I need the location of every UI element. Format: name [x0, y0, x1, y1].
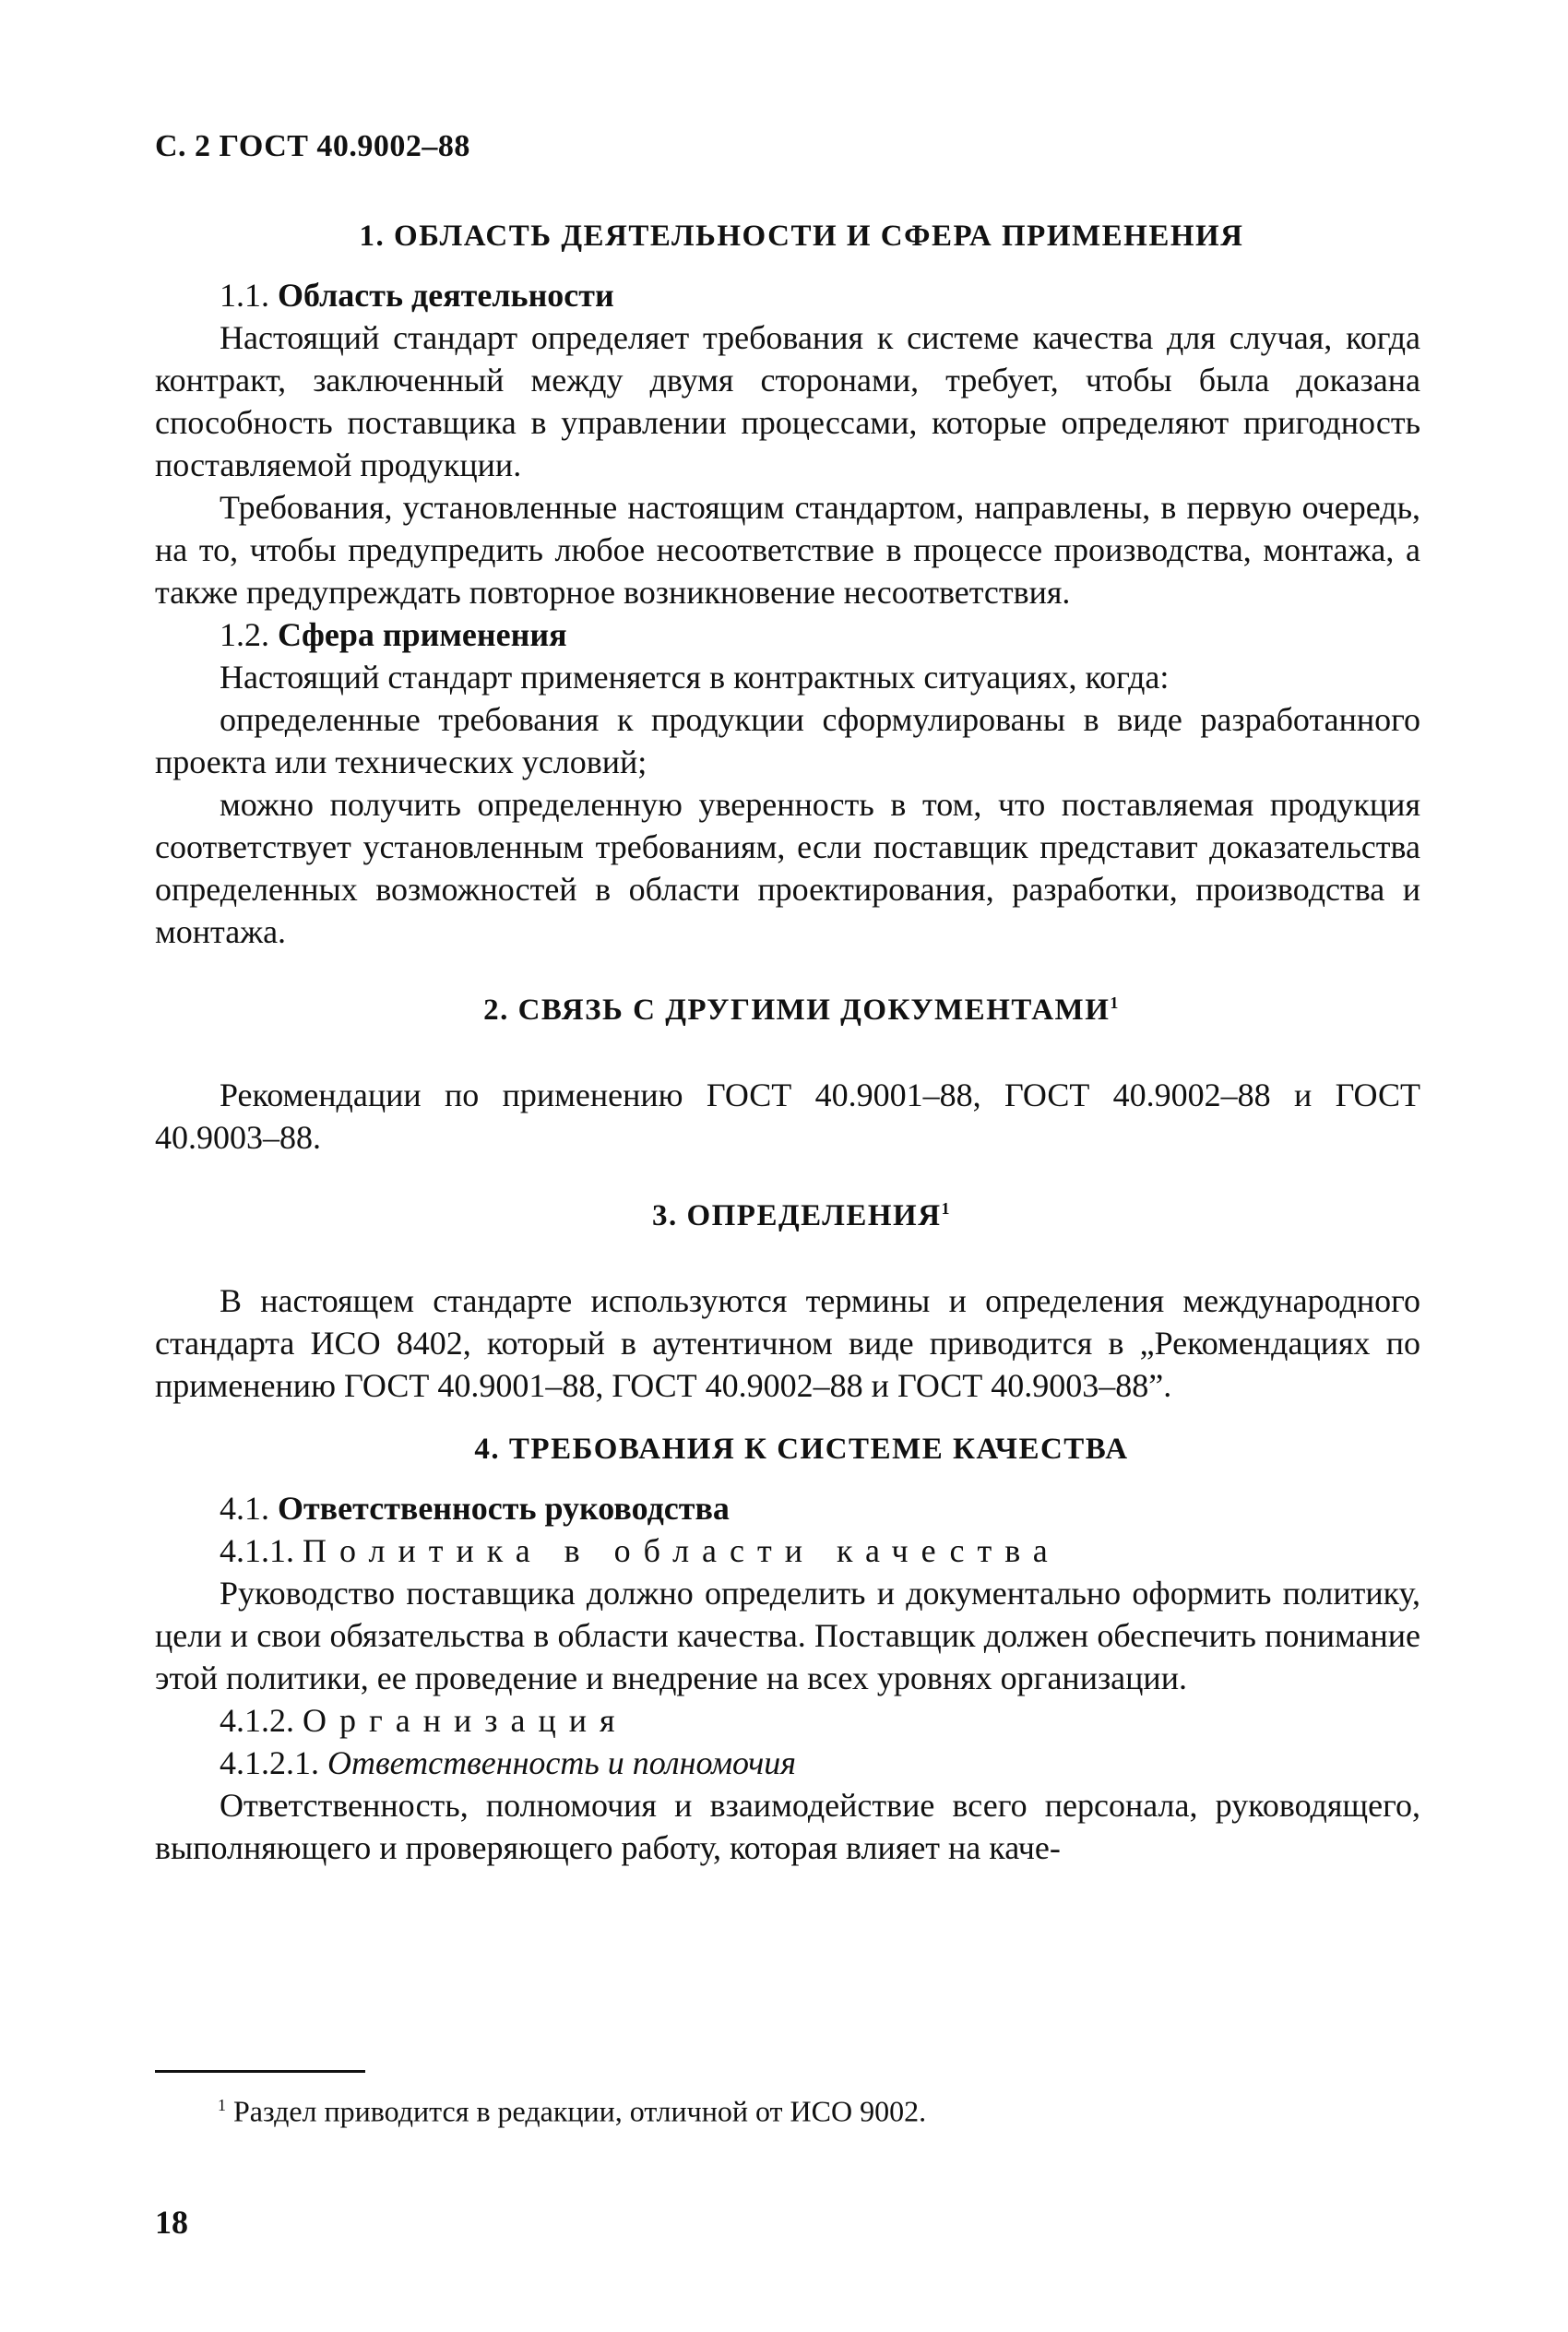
section-1-title: 1. ОБЛАСТЬ ДЕЯТЕЛЬНОСТИ И СФЕРА ПРИМЕНЕНИЯ: [359, 220, 1244, 253]
paragraph: Требования, установленные настоящим стандартом, направлены, в первую очередь, на то, чтобы предупредить любое несоответствие в процессе производства, монтажа, а также предупреждать повторное возникновение несоответствия.: [155, 489, 1420, 611]
paragraph: Ответственность, полномочия и взаимодействие всего персонала, руководящего, выполняющего и проверяющего работу, которая влияет на каче-: [155, 1787, 1420, 1866]
running-header: С. 2 ГОСТ 40.9002–88: [155, 129, 470, 163]
subsection-title: Политика в области качества: [303, 1532, 1061, 1569]
subsection-4-1-2-1-heading: [155, 1742, 1420, 1784]
section-2-title: [155, 993, 1420, 1028]
section-4-title: 4. ТРЕБОВАНИЯ К СИСТЕМЕ КАЧЕСТВА: [474, 1433, 1129, 1466]
footnote: [218, 2087, 926, 2130]
subsection-4-1-1-heading: [155, 1529, 1420, 1572]
subsection-4-1-heading: [155, 1487, 1420, 1529]
footnote-mark: 1: [1110, 993, 1120, 1012]
subsection-title: Сфера применения: [278, 616, 567, 653]
subsection-number: 4.1.2.: [220, 1702, 303, 1739]
subsection-1-2-heading: [155, 613, 1420, 656]
paragraph: В настоящем стандарте используются термины и определения международного стандарта ИСО 8402, который в аутентичном виде приводится в „Рекомендациях по применению ГОСТ 40.9001–88, ГОСТ 40.9002–88 и ГОСТ 40.9003–88”.: [155, 1282, 1420, 1404]
section-title-text: 3. ОПРЕДЕЛЕНИЯ: [651, 1199, 942, 1232]
subsection-title: Область деятельности: [278, 277, 614, 314]
subsection-number: 1.1.: [220, 277, 278, 314]
paragraph: Рекомендации по применению ГОСТ 40.9001–88, ГОСТ 40.9002–88 и ГОСТ 40.9003–88.: [155, 1077, 1420, 1156]
subsection-4-1-2-heading: [155, 1699, 1420, 1742]
paragraph: определенные требования к продукции сформулированы в виде разработанного проекта или технических условий;: [155, 701, 1420, 780]
subsection-number: 4.1.2.1.: [220, 1744, 327, 1781]
subsection-number: 1.2.: [220, 616, 278, 653]
subsection-title: Организация: [303, 1702, 628, 1739]
subsection-1-1-heading: [155, 274, 1420, 316]
subsection-title: Ответственность и полномочия: [327, 1744, 797, 1781]
paragraph: Руководство поставщика должно определить и документально оформить политику, цели и свои обязательства в области качества. Поставщик должен обеспечить понимание этой политики, ее проведение и внедрение на всех уровнях организации.: [155, 1575, 1420, 1696]
footnote-mark: 1: [941, 1199, 952, 1218]
section-title-text: 2. СВЯЗЬ С ДРУГИМИ ДОКУМЕНТАМИ: [483, 993, 1111, 1027]
subsection-number: 4.1.: [220, 1490, 278, 1527]
footnote-mark: 1: [218, 2096, 226, 2114]
page-number: 18: [155, 2204, 188, 2241]
subsection-title: Ответственность руководства: [278, 1490, 730, 1527]
section-3-title: [155, 1199, 1420, 1233]
footnote-divider: [155, 2070, 365, 2073]
main-content: [155, 220, 1420, 1869]
paragraph: Настоящий стандарт применяется в контрактных ситуациях, когда:: [220, 659, 1170, 696]
footnote-text: Раздел приводится в редакции, отличной от ИСО 9002.: [233, 2094, 927, 2128]
paragraph: Настоящий стандарт определяет требования к системе качества для случая, когда контракт, заключенный между двумя сторонами, требует, чтобы была доказана способность поставщика в управлении процессами, которые определяют пригодность поставляемой продукции.: [155, 319, 1420, 483]
paragraph: можно получить определенную уверенность в том, что поставляемая продукция соответствует установленным требованиям, если поставщик представит доказательства определенных возможностей в области проектирования, разработки, производства и монтажа.: [155, 786, 1420, 950]
subsection-number: 4.1.1.: [220, 1532, 303, 1569]
